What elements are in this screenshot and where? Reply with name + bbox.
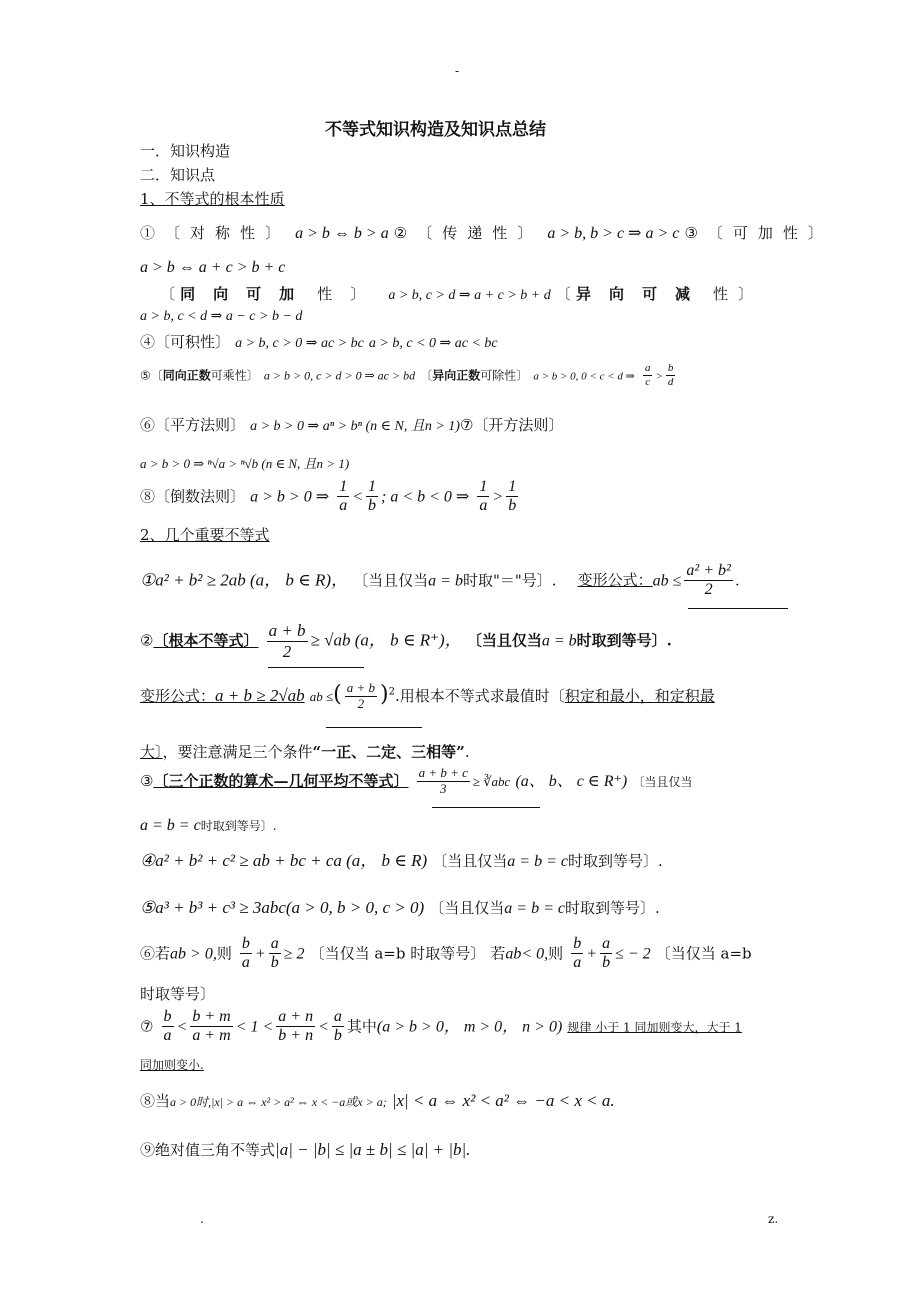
pos-div-open: 〔 bbox=[420, 368, 433, 383]
ineq1-variant-frac: $\frac{\text{a² + b²}}{2}$ bbox=[686, 562, 731, 599]
ineq1-variant-label: 变形公式： bbox=[577, 571, 653, 590]
inequality-2-variant: 变形公式：a + b ≥ 2√ab ab ≤( $\frac{a + b}{2}$ )$^2$.用根本不等式求最值时〔积定和最小，和定积最 bbox=[140, 680, 715, 711]
section1-heading: 1、不等式的根本性质 bbox=[140, 190, 285, 208]
ineq2-variant-underline bbox=[326, 727, 422, 728]
opp-dir-formula: a > b, c < d ⇒ a − c > b − d bbox=[140, 309, 303, 324]
outline-two: 二．知识点 bbox=[140, 166, 216, 184]
root-formula: a > b > 0 ⇒ ⁿ√a > ⁿ√b (n ∈ N, 且n > 1) bbox=[140, 456, 350, 471]
symmetry-formula: a > b ⇔ b > a bbox=[295, 225, 389, 242]
am-gm-set: (a、 b、 c ∈ R⁺) bbox=[515, 772, 628, 790]
reciprocal-formula-1: a > b > 0 ⇒ bbox=[250, 488, 330, 506]
property-row-4: ⑤〔同向正数可乘性〕 a > b > 0, c > d > 0 ⇒ ac > bd 〔异向正数可除性〕 a > b > 0, 0 < c < d ⇒ $\frac{a}{c}$ > $\frac{b}{d}$ bbox=[140, 362, 674, 388]
ineq7-frac-ab: $\frac{a}{b}$ bbox=[333, 1008, 342, 1045]
property-row-1 bbox=[140, 222, 833, 243]
multiply-label: ④〔可积性〕 bbox=[140, 333, 231, 351]
inequality-6: ⑥若ab > 0,则 $\frac{b}{a}$ + $\frac{a}{b}$ ≥ 2 〔当仅当 a=b 时取等号〕 若ab< 0,则 $\frac{b}{a}$ + $\frac{a}{b}$ ≤ − 2 〔当仅当 a=b bbox=[140, 935, 752, 972]
inequality-9: ⑨绝对值三角不等式|a| − |b| ≤ |a ± b| ≤ |a| + |b|. bbox=[140, 1140, 471, 1159]
ineq8-formula-2: |x| < a ⇔ x² < a² ⇔ −a < x < a. bbox=[391, 1091, 615, 1110]
footer-left-mark: . bbox=[200, 1212, 204, 1226]
reciprocal-formula-2: ; a < b < 0 ⇒ bbox=[381, 488, 470, 506]
ineq6-cond-1: ab > 0, bbox=[170, 945, 217, 963]
multiply-formula-1: a > b, c > 0 ⇒ ac > bc bbox=[235, 336, 364, 351]
ineq6-frac-ba: $\frac{b}{a}$ bbox=[241, 935, 250, 972]
ineq6-frac-ab: $\frac{a}{b}$ bbox=[270, 935, 279, 972]
basic-ineq-label: 〔根本不等式〕 bbox=[153, 631, 259, 650]
ineq7-frac-an-bn: $\frac{a + n}{b + n}$ bbox=[278, 1008, 314, 1045]
inequality-8: ⑧当a > 0时,|x| > a ⇔ x² > a² ⇔ x < −a或x > a; |x| < a ⇔ x² < a² ⇔ −a < x < a. bbox=[140, 1091, 615, 1110]
inequality-5: ⑤a³ + b³ + c³ ≥ 3abc(a > 0, b > 0, c > 0) 〔当且仅当a = b = c时取到等号〕. bbox=[140, 898, 660, 917]
three-conditions: “一正、二定、三相等” bbox=[312, 743, 465, 761]
reciprocal-frac-2a: $\frac{1}{a}$ bbox=[479, 478, 488, 515]
basic-ineq-cond: 〔当且仅当 bbox=[466, 631, 542, 650]
same-dir-suffix: 性〕 bbox=[317, 285, 384, 303]
ineq5-formula: ⑤a³ + b³ + c³ ≥ 3abc(a > 0, b > 0, c > 0) bbox=[140, 898, 425, 917]
ineq4-formula: ④a² + b² + c² ≥ ab + bc + ca (a， b ∈ R) bbox=[140, 851, 428, 870]
ineq2-variant-label: 变形公式： bbox=[140, 686, 216, 705]
reciprocal-frac-2b: $\frac{1}{b}$ bbox=[508, 478, 517, 515]
pos-div-formula: a > b > 0, 0 < c < d ⇒ bbox=[533, 370, 635, 383]
page-title: 不等式知识构造及知识点总结 bbox=[325, 120, 546, 140]
ineq8-formula-1: |x| > a ⇔ x² > a² ⇔ x < −a或x > a; bbox=[211, 1095, 387, 1109]
transitive-formula: a > b, b > c ⇒ a > c bbox=[547, 225, 680, 242]
ineq7-cond: (a > b > 0， m > 0， n > 0) bbox=[376, 1018, 563, 1036]
pos-mult-formula: a > b > 0, c > d > 0 ⇒ ac > bd bbox=[263, 368, 416, 383]
inequality-7-cont: 同加则变小. bbox=[140, 1058, 204, 1072]
pos-mult-label: 同向正数 bbox=[162, 368, 211, 383]
square-label: ⑥〔平方法则〕 bbox=[140, 416, 246, 434]
am-gm-label: 〔三个正数的算术—几何平均不等式〕 bbox=[153, 771, 409, 790]
inequality-7: ⑦ $\frac{b}{a}$ < $\frac{b + m}{a + m}$ < 1 < $\frac{a + n}{b + n}$ < $\frac{a}{b}$ 其中(a > b > 0， m > 0， n > 0) 规律 小于 1 同加则变大，大于 1 bbox=[140, 1008, 742, 1045]
symmetry-label: ①〔对称性〕 bbox=[140, 224, 291, 242]
am-gm-frac: $\frac{a + b + c}{3}$ bbox=[418, 765, 468, 796]
same-dir-label: 同向可加 bbox=[180, 285, 313, 303]
ineq2-variant-formula-1: a + b ≥ 2√ab bbox=[215, 685, 305, 705]
ineq7-frac-ba: $\frac{b}{a}$ bbox=[163, 1008, 172, 1045]
ineq2-rule: 积定和最小，和定积最 bbox=[564, 686, 715, 705]
inequality-3-cont: a = b = c时取到等号〕. bbox=[140, 817, 277, 834]
opp-dir-suffix: 性〕 bbox=[713, 285, 764, 303]
additive-label: ③〔可加性〕 bbox=[684, 224, 833, 242]
ineq7-rule: 规律 小于 1 同加则变大，大于 1 bbox=[567, 1020, 742, 1035]
opp-dir-open: 〔 bbox=[555, 285, 571, 303]
property-row-3 bbox=[140, 331, 498, 352]
property-row-5 bbox=[140, 414, 563, 435]
footer-right-mark: z. bbox=[768, 1212, 779, 1226]
inequality-6-cont: 时取等号〕 bbox=[140, 985, 216, 1003]
property-row-6: ⑧〔倒数法则〕 a > b > 0 ⇒ $\frac{1}{a}$ < $\frac{1}{b}$ ; a < b < 0 ⇒ $\frac{1}{a}$ > $\frac{1}{b}$ bbox=[140, 478, 517, 515]
ineq9-formula: |a| − |b| ≤ |a ± b| ≤ |a| + |b|. bbox=[275, 1140, 471, 1159]
ineq6-cond-2: ab< 0, bbox=[505, 945, 549, 963]
section2-heading: 2、几个重要不等式 bbox=[140, 526, 270, 544]
ineq7-frac-bm-am: $\frac{b + m}{a + m}$ bbox=[192, 1008, 231, 1045]
pos-div-suffix: 可除性〕 bbox=[480, 368, 529, 383]
ineq2-underline bbox=[268, 667, 364, 668]
ineq1-variant-formula: ab ≤ bbox=[652, 572, 682, 590]
inequality-1: ①a² + b² ≥ 2ab (a， b ∈ R)， 〔当且仅当a = b时取"＝"号〕. 变形公式：ab ≤ $\frac{\text{a² + b²}}{2}$ . bbox=[140, 562, 740, 599]
additive-formula: a > b ⇔ a + c > b + c bbox=[140, 259, 286, 276]
same-dir-formula: a > b, c > d ⇒ a + c > b + d bbox=[388, 288, 551, 303]
ineq2-variant-frac: $\frac{a + b}{2}$ bbox=[346, 680, 376, 711]
pos-div-label: 异向正数 bbox=[432, 368, 481, 383]
opp-dir-label: 异向可减 bbox=[575, 285, 708, 303]
ineq6-frac-ba-2: $\frac{b}{a}$ bbox=[573, 935, 582, 972]
ineq1-cond: 〔当且仅当 bbox=[353, 571, 429, 590]
reciprocal-frac-1a: $\frac{1}{a}$ bbox=[339, 478, 348, 515]
pos-mult-suffix: 可乘性〕 bbox=[210, 368, 259, 383]
root-label: ⑦〔开方法则〕 bbox=[459, 416, 564, 434]
pos-mult-open: ⑤〔 bbox=[140, 368, 163, 383]
pos-div-frac-b: $\frac{b}{d}$ bbox=[667, 362, 674, 388]
am-gm-cond: 〔当且仅当 bbox=[632, 774, 693, 789]
ineq3-underline bbox=[432, 807, 540, 808]
header-mark: - bbox=[455, 64, 460, 78]
pos-div-frac-a: $\frac{a}{c}$ bbox=[644, 362, 651, 388]
reciprocal-frac-1b: $\frac{1}{b}$ bbox=[368, 478, 376, 515]
basic-ineq-frac: $\frac{a + b}{2}$ bbox=[268, 621, 306, 661]
ineq1-formula: ①a² + b² ≥ 2ab (a， b ∈ R)， bbox=[140, 570, 349, 590]
transitive-label: ②〔传递性〕 bbox=[393, 224, 543, 242]
property-row-2 bbox=[160, 283, 763, 304]
reciprocal-label: ⑧〔倒数法则〕 bbox=[140, 487, 246, 506]
square-formula: a > b > 0 ⇒ aⁿ > bⁿ (n ∈ N, 且n > 1) bbox=[250, 419, 460, 434]
inequality-2-note: 大〕，要注意满足三个条件“一正、二定、三相等”. bbox=[140, 743, 470, 761]
basic-ineq-rhs: ≥ √ab (a， b ∈ R⁺)， bbox=[310, 630, 462, 650]
am-gm-rhs: ≥ ∛abc bbox=[472, 773, 511, 789]
inequality-4: ④a² + b² + c² ≥ ab + bc + ca (a， b ∈ R) 〔当且仅当a = b = c时取到等号〕. bbox=[140, 851, 663, 870]
ineq1-underline bbox=[688, 608, 788, 609]
ineq2-variant-formula-2: ab ≤ bbox=[309, 688, 334, 704]
ineq6-frac-ab-2: $\frac{a}{b}$ bbox=[602, 935, 611, 972]
inequality-2: ②〔根本不等式〕 $\frac{a + b}{2}$ ≥ √ab (a， b ∈ R⁺)， 〔当且仅当a = b时取到等号〕. bbox=[140, 621, 672, 661]
same-dir-open: 〔 bbox=[160, 285, 176, 303]
multiply-formula-2: a > b, c < 0 ⇒ ac < bc bbox=[368, 336, 498, 351]
inequality-3: ③〔三个正数的算术—几何平均不等式〕 $\frac{a + b + c}{3}$ ≥ ∛abc (a、 b、 c ∈ R⁺) 〔当且仅当 bbox=[140, 765, 693, 796]
outline-one: 一．知识构造 bbox=[140, 142, 231, 160]
